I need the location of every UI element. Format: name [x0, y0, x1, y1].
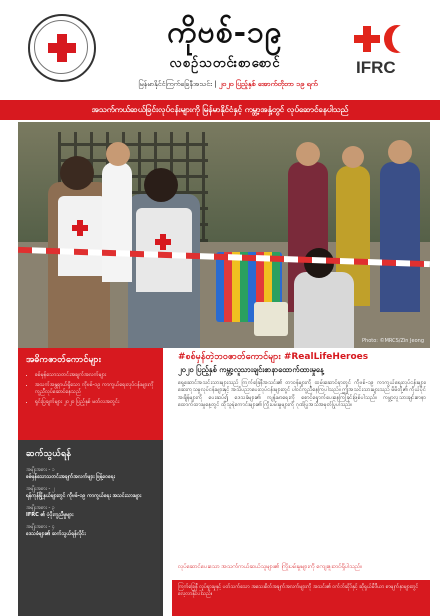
dateline-org: မြန်မာနိုင်ငံကြက်ခြေနီအသင်း |: [138, 80, 219, 88]
article-footer-box: ကြက်ခြေနီ လှုပ်ရှားမှုနှင့် ပတ်သက်သော အသေးစိတ်အချက်အလက်များကို အသင်း၏ ဝက်ဘ်ဆိုဒ်နှင့် ဆိုရှယ်မီဒီယာ စာမျက်နှာများတွင် လေ့လာနိုင်ပါသည်။: [172, 580, 430, 616]
contact-value: IFRC ၏ ပံ့ပိုးကူညီမှုများ: [26, 511, 74, 518]
contact-value: ရန်ကုန်မြို့နယ်များတွင် ကိုဗစ်-၁၉ ကာကွယ်ရေး အသင်းသားများ: [26, 492, 142, 499]
article-body: ရှေ့ဆောင်အသင်းသားများသည် ကြက်ခြေနီအသင်း၏ တာဝန်များကို ထမ်းဆောင်ရာတွင် ကိုဗစ်-၁၉ ကာကွယ်ရေးလုပ်ငန်းများ၊ ဆေးကုသမှုလုပ်ငန်းများနှင့် အသိပညာပေးလုပ်ငန်းများတွင် ပါဝင်ကူညီနေကြပါသည်။ ဤအသင်းသားများသည် မိမိတို့၏ ကိုယ်ပိုင်အချိန်များကို ပေးဆပ်၍ ဒေသခံများ၏ ကျန်းမာရေးကို စောင့်ရှောက်ပေးနေကြခြင်းဖြစ်ပါသည်။ ကမ္ဘာ့လူသားချင်းစာနာထောက်ထားမှုနေ့တွင် ထိုသူရဲကောင်းများ၏ ကြိုးပမ်းမှုများကို ဂုဏ်ပြုအသိအမှတ်ပြုပါသည်။: [178, 380, 426, 409]
contact-label: အမျိုးအစား - ၄: [26, 524, 55, 530]
red-cross-icon: [48, 34, 76, 62]
ifrc-logo: [352, 22, 422, 82]
photo-head-bystander-2: [342, 146, 364, 168]
photo-vest-left: [58, 196, 106, 276]
contacts-heading: ဆက်သွယ်ရန်: [26, 449, 71, 459]
key-points-heading: အဓိကဇာတ်ကောင်များ: [26, 355, 101, 365]
photo-head-volunteer-center: [144, 168, 178, 202]
mrcs-logo: [28, 14, 96, 82]
contact-label: အမျိုးအစား - ၁: [26, 467, 55, 473]
photo-vest-center: [136, 208, 192, 292]
newsletter-title: ကိုဗစ်-၁၉: [167, 15, 283, 50]
contact-section: [26, 486, 155, 499]
dateline-date: ၂၀၂၀ ပြည့်နှစ် အောက်တိုဘာ ၁၉ ရက်: [218, 80, 318, 88]
photo-person-doctor: [102, 162, 132, 282]
newsletter-subtitle: လစဉ်သတင်းစာစောင်: [169, 56, 281, 71]
article-subheading: ၂၀၂၀ ပြည့်နှစ် ကမ္ဘာ့လူသားချင်းစာနာထောက်ထားမှုနေ့: [178, 365, 324, 374]
photo-person-bystander-3: [380, 162, 420, 312]
photo-head-volunteer-left: [60, 156, 94, 190]
main-article: [172, 348, 430, 616]
contact-section: [26, 524, 155, 537]
photo-vest-cross-left: [72, 220, 88, 236]
contact-value: စစ်မှန်သောသတင်းအချက်အလက်များ ဖြန့်ဝေရေး: [26, 473, 115, 480]
photo-credit: Photo: ©MRCS/Zin Jeong: [362, 338, 424, 344]
photo-vest-cross-center: [155, 234, 171, 250]
key-point-item: • အသက်အန္တရာယ်ရှိသော ကိုဗစ်-၁၉ ကာကွယ်ရေးလုပ်ငန်းများကို ကူညီလုပ်ဆောင်နေသည်: [35, 382, 155, 396]
ifrc-crescent-icon: [384, 25, 410, 53]
photo-bag-small: [254, 302, 288, 336]
dateline: [108, 80, 348, 90]
headline-banner: အသက်ကယ်ဆယ်ခြင်းလုပ်ငန်းများကို မြန်မာနိုင်ငံနှင့် ကမ္ဘာ့အနှံ့တွင် လုပ်ဆောင်နေပါသည်: [0, 100, 440, 120]
ifrc-cross-icon: [354, 26, 380, 52]
key-point-item: • စစ်မှန်သောသတင်းအချက်အလက်များ: [35, 372, 155, 379]
contact-section: [26, 467, 155, 480]
photo-head-bystander-3: [388, 140, 412, 164]
article-hashtags[interactable]: #စစ်မှန်တဲ့ဘဝဇာတ်ကောင်များ #RealLifeHeroes: [178, 352, 369, 362]
key-points-list: [26, 372, 155, 406]
photo-head-bystander-1: [296, 142, 320, 166]
feature-photo: [18, 122, 430, 348]
photo-person-seated: [294, 272, 354, 348]
contact-section: [26, 505, 155, 518]
contacts-box: [18, 440, 163, 616]
contact-label: အမျိုးအစား - ၃: [26, 505, 55, 511]
key-points-box: [18, 348, 163, 440]
ifrc-logo-text: IFRC: [356, 58, 396, 77]
article-quote: လုပ်ဆောင်ပေးသော အသက်ကယ်ဆယ်သူများ၏ ကြိုးပမ်းမှုများကို ကျေးဇူးတင်ရှိပါသည်။: [178, 564, 363, 570]
contact-label: အမျိုးအစား - ၂: [26, 486, 55, 492]
photo-head-doctor: [106, 142, 130, 166]
key-point-item: • ရှင်းပြချက်များ ၂၀၂၀ ပြည့်နှစ် မတ်လအတွင်း: [35, 399, 155, 406]
contact-value: ဒေသခံများ၏ ဆက်သွယ်ရန်လိုင်း: [26, 530, 86, 537]
header: [0, 0, 440, 100]
